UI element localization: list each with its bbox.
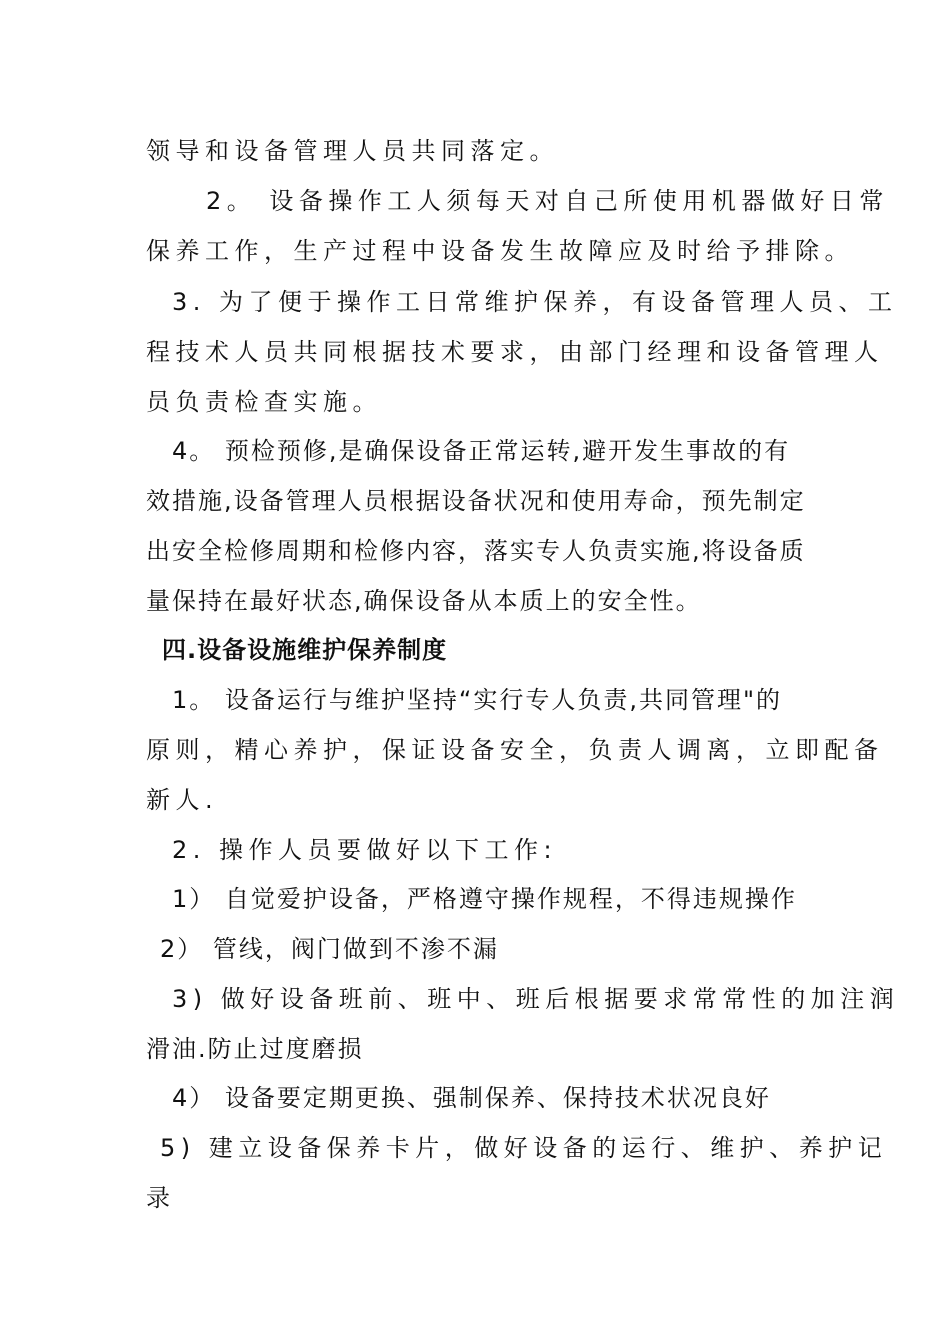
text-line-2: 2。 设备操作工人须每天对自己所使用机器做好日常 [206, 187, 889, 215]
text-line-13: 原则，精心养护，保证设备安全，负责人调离，立即配备 [146, 736, 884, 764]
text-line-7: 4。 预检预修,是确保设备正常运转,避开发生事故的有 [172, 437, 791, 465]
text-line-10: 量保持在最好状态,确保设备从本质上的安全性。 [146, 587, 702, 615]
text-line-5: 程技术人员共同根据技术要求，由部门经理和设备管理人 [146, 338, 884, 366]
text-line-17: 2） 管线，阀门做到不渗不漏 [160, 935, 499, 963]
text-line-16: 1） 自觉爱护设备，严格遵守操作规程，不得违规操作 [172, 885, 797, 913]
text-line-19: 滑油.防止过度磨损 [146, 1035, 364, 1063]
text-line-12: 1。 设备运行与维护坚持“实行专人负责,共同管理"的 [172, 686, 782, 714]
text-line-1: 领导和设备管理人员共同落定。 [146, 137, 559, 165]
text-line-21: 5) 建立设备保养卡片，做好设备的运行、维护、养护记 [160, 1134, 888, 1162]
text-line-18: 3) 做好设备班前、班中、班后根据要求常常性的加注润 [172, 985, 900, 1013]
text-line-4: 3. 为了便于操作工日常维护保养，有设备管理人员、工 [172, 288, 898, 316]
text-line-6: 员负责检查实施。 [146, 388, 382, 416]
text-line-22: 录 [146, 1184, 176, 1212]
text-line-8: 效措施,设备管理人员根据设备状况和使用寿命，预先制定 [146, 487, 806, 515]
text-line-14: 新人. [146, 786, 219, 814]
section-heading: 四.设备设施维护保养制度 [162, 636, 448, 664]
text-line-3: 保养工作，生产过程中设备发生故障应及时给予排除。 [146, 237, 854, 265]
text-line-20: 4） 设备要定期更换、强制保养、保持技术状况良好 [172, 1084, 771, 1112]
text-line-9: 出安全检修周期和检修内容，落实专人负责实施,将设备质 [146, 537, 806, 565]
text-line-15: 2. 操作人员要做好以下工作: [172, 836, 558, 864]
